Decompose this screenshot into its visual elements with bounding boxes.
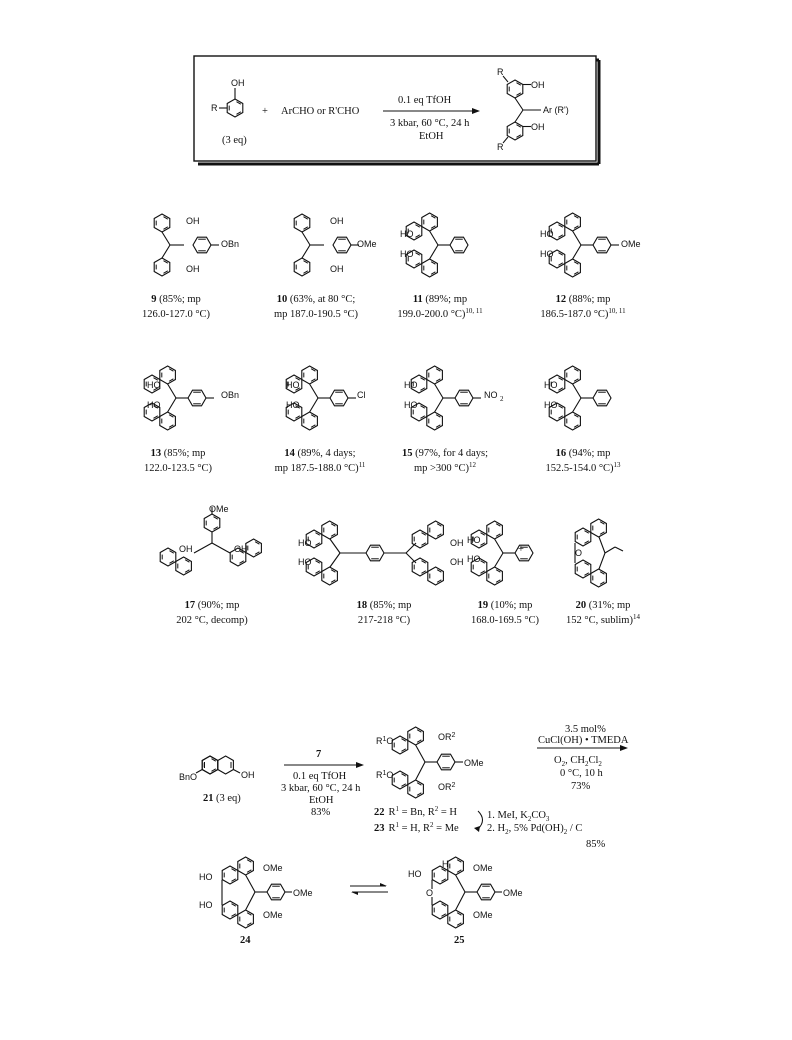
compound-number: 19	[477, 600, 489, 611]
compound-10-group: OMe	[357, 239, 377, 249]
compound-14-caption	[275, 448, 366, 474]
compound-number: 18	[356, 600, 368, 611]
svg-text:217-218 °C): 217-218 °C)	[357, 615, 411, 626]
compound-number: 20	[575, 600, 587, 611]
compound-16-group: HO	[544, 400, 558, 410]
compound-15-structure	[404, 366, 504, 430]
compound-16-structure	[544, 366, 611, 430]
compound-18-structure	[298, 521, 464, 585]
svg-text:mp >300 °C)12: mp >300 °C)$^{12}$	[413, 461, 477, 474]
sm-bno-label: BnO	[179, 772, 198, 782]
arrow1-reagent-7: 7	[316, 749, 322, 760]
svg-text:20 (31%; mp: 20 (31%; mp	[575, 600, 631, 611]
compound-21-structure	[179, 747, 255, 782]
reactant-oh-label: OH	[231, 78, 245, 88]
arrow1-line1: 0.1 eq TfOH	[293, 771, 347, 782]
compound-17-group: OH	[179, 544, 193, 554]
prod-or2-top: $OR^2$	[438, 732, 456, 742]
aldehyde-label: ArCHO or R'CHO	[281, 106, 360, 117]
compound-12-structure	[540, 213, 641, 277]
c25-ho: HO	[408, 869, 422, 879]
compound-number: 16	[555, 448, 567, 459]
arrow1-line4: 83%	[311, 807, 331, 818]
compound-9-structure	[154, 214, 239, 276]
compound-16-group: HO	[544, 380, 558, 390]
compound-14-group: HO	[286, 380, 300, 390]
c25-h: H	[442, 859, 449, 869]
svg-text:16 (94%; mp: 16 (94%; mp	[555, 448, 611, 459]
compound-18-caption	[357, 600, 412, 626]
plus-sign: +	[262, 106, 268, 117]
compound-17-structure	[160, 504, 261, 575]
prod-ome: OMe	[464, 758, 484, 768]
compound-14-group: Cl	[357, 390, 366, 400]
svg-text:19 (10%; mp: 19 (10%; mp	[477, 600, 533, 611]
compound-14-structure	[286, 366, 366, 430]
plus-19-20: +	[518, 544, 524, 555]
compound-captions	[142, 294, 641, 626]
c25-ome-bottom: OMe	[473, 910, 493, 920]
compound-12-caption	[540, 294, 626, 320]
compound-17-group: OMe	[209, 504, 229, 514]
product-r-top: R	[497, 67, 504, 77]
compound-18-group: HO	[298, 557, 312, 567]
svg-text:168.0-169.5 °C): 168.0-169.5 °C)	[470, 615, 540, 626]
compound-17-group: OH	[234, 544, 248, 554]
compound-25-structure	[408, 857, 523, 928]
sm-oh-label: OH	[241, 770, 255, 780]
compound-15-group: 2	[500, 395, 504, 403]
svg-text:152.5-154.0 °C)13: 152.5-154.0 °C)$^{13}$	[545, 461, 621, 474]
compound-13-group: HO	[147, 400, 161, 410]
compound-15-group: HO	[404, 380, 418, 390]
reaction-arrow-1	[383, 95, 480, 142]
reagent-label: 0.1 eq TfOH	[398, 95, 452, 106]
compound-9-group: OH	[186, 264, 200, 274]
compound-13-group: HO	[147, 380, 161, 390]
compound-11-group: HO	[400, 249, 414, 259]
compound-13-caption	[144, 448, 213, 474]
compound-15-caption	[402, 448, 488, 474]
product-r-bottom: R	[497, 142, 504, 152]
solvent-label: EtOH	[419, 131, 444, 142]
product-oh-top: OH	[531, 80, 545, 90]
scheme-1-box	[194, 56, 599, 164]
c24-ho-bottom: HO	[199, 900, 213, 910]
svg-text:9 (85%; mp: 9 (85%; mp	[151, 294, 201, 305]
step-yield: 85%	[586, 839, 606, 850]
compound-11-structure	[400, 213, 468, 277]
reactant-eq-label: (3 eq)	[222, 135, 247, 146]
compound-number: 13	[150, 448, 162, 459]
compound-10-group: OH	[330, 264, 344, 274]
compound-19-group: HO	[467, 554, 481, 564]
compound-11-caption	[397, 294, 483, 320]
compound-24-number: 24	[240, 935, 251, 946]
compound-number: 9	[151, 294, 157, 305]
compound-15-group: NO	[484, 390, 498, 400]
compound-10-caption	[274, 294, 359, 320]
prod-r1o-top: $R^1O$	[376, 736, 394, 746]
compound-11-group: HO	[400, 229, 414, 239]
prod-r1o-bottom: $R^1O$	[376, 770, 394, 780]
svg-text:126.0-127.0 °C): 126.0-127.0 °C)	[141, 309, 211, 320]
prod-or2-bottom: $OR^2$	[438, 782, 456, 792]
compound-number: 17	[184, 600, 196, 611]
svg-text:10 (63%, at 80 °C;: 10 (63%, at 80 °C;	[276, 294, 356, 305]
compound-13-group: OBn	[221, 390, 240, 400]
c24-ome-bottom: OMe	[263, 910, 283, 920]
svg-text:14 (89%, 4 days;: 14 (89%, 4 days;	[284, 448, 356, 459]
compound-10-structure	[294, 214, 376, 276]
compound-13-structure	[144, 366, 239, 430]
c24-ome-top: OMe	[263, 863, 283, 873]
scheme-2	[179, 724, 629, 946]
compound-21-eq: (3 eq)	[216, 793, 241, 804]
compound-12-group: HO	[540, 229, 554, 239]
compound-20-caption	[566, 600, 640, 626]
arrow2-line5: 73%	[571, 781, 591, 792]
svg-text:11 (89%; mp: 11 (89%; mp	[412, 294, 468, 305]
compound-16-caption	[545, 448, 621, 474]
compound-12-group: HO	[540, 249, 554, 259]
c24-ome-para: OMe	[293, 888, 313, 898]
step2-label: 2. $H_2$, 5% $Pd(OH)_2$ / C	[487, 823, 583, 836]
equilibrium-arrows	[350, 883, 388, 895]
svg-text:15 (97%, for 4 days;: 15 (97%, for 4 days;	[401, 448, 489, 459]
compound-18-group: HO	[298, 538, 312, 548]
compound-14-group: HO	[286, 400, 300, 410]
compound-20-structure	[575, 519, 623, 587]
svg-text:mp 187.0-190.5 °C): mp 187.0-190.5 °C)	[273, 309, 359, 320]
arrow1-line2: 3 kbar, 60 °C, 24 h	[281, 783, 361, 794]
arrow1-line3: EtOH	[309, 795, 334, 806]
c24-ho-top: HO	[199, 872, 213, 882]
arrow2-line4: 0 °C, 10 h	[560, 768, 603, 779]
compound-18-group: OH	[450, 538, 464, 548]
compound-number: 10	[276, 294, 288, 305]
compound-19-group: HO	[467, 535, 481, 545]
step1-label: 1. MeI, $K_2CO_3$	[487, 810, 550, 823]
arrow2-line3: $O_2$, $CH_2Cl_2$	[554, 755, 602, 768]
compound-20-group: O	[575, 548, 583, 558]
compound-number: 14	[284, 448, 295, 459]
svg-text:202 °C, decomp): 202 °C, decomp)	[176, 615, 248, 626]
c25-ome-top: OMe	[473, 863, 493, 873]
compound-21-number: 21	[203, 793, 214, 804]
compound-15-group: HO	[404, 400, 418, 410]
c25-ome-para: OMe	[503, 888, 523, 898]
svg-text:13 (85%; mp: 13 (85%; mp	[150, 448, 206, 459]
compound-structures	[141, 213, 641, 587]
svg-text:152 °C, sublim)14: 152 °C, sublim)$^{14}$	[566, 613, 640, 626]
svg-text:122.0-123.5 °C): 122.0-123.5 °C)	[143, 463, 213, 474]
triarylmethane-product	[497, 67, 569, 152]
compound-10-group: OH	[330, 216, 344, 226]
compound-number: 11	[412, 294, 423, 305]
svg-text:mp 187.5-188.0 °C)11: mp 187.5-188.0 °C)$^{11}$	[274, 461, 366, 474]
compound-9-group: OH	[186, 216, 200, 226]
c25-o-bridge: O	[426, 888, 434, 898]
compound-number: 15	[401, 448, 413, 459]
compound-9-group: OBn	[221, 239, 240, 249]
compound-number: 12	[555, 294, 567, 305]
compound-24-structure	[199, 857, 313, 928]
compound-22-caption: 22 $R^1 = Bn$, $R^2 = H$	[374, 805, 457, 818]
compound-23-caption: 23 $R^1 = H$, $R^2 = Me$	[374, 821, 459, 834]
compound-18-group: OH	[450, 557, 464, 567]
arrow2-line2: CuCl(OH) • TMEDA	[538, 735, 629, 746]
compound-9-caption	[142, 294, 211, 320]
svg-text:199.0-200.0 °C)10, 11: 199.0-200.0 °C)$^{10, 11}$	[397, 307, 483, 320]
product-oh-bottom: OH	[531, 122, 545, 132]
compound-19-caption	[471, 600, 540, 626]
arrow2-line1: 3.5 mol%	[565, 724, 606, 735]
reactant-r-label: R	[211, 103, 218, 113]
compound-22-23-structure	[376, 727, 484, 798]
conditions-label: 3 kbar, 60 °C, 24 h	[390, 118, 470, 129]
svg-text:12 (88%; mp: 12 (88%; mp	[555, 294, 611, 305]
product-ar-label: Ar (R')	[543, 105, 569, 115]
svg-text:17 (90%; mp: 17 (90%; mp	[184, 600, 240, 611]
compound-12-group: OMe	[621, 239, 641, 249]
compound-25-number: 25	[454, 935, 465, 946]
svg-text:18 (85%; mp: 18 (85%; mp	[356, 600, 412, 611]
svg-text:186.5-187.0 °C)10, 11: 186.5-187.0 °C)$^{10, 11}$	[540, 307, 626, 320]
compound-17-caption	[176, 600, 248, 626]
phenol-reactant	[211, 78, 247, 146]
